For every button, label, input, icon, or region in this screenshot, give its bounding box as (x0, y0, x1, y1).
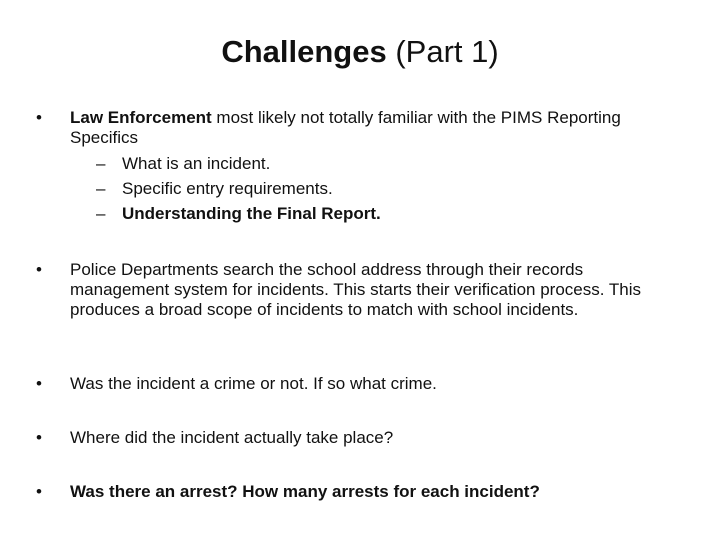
bullet-text: Was there an arrest? How many arrests for each incident? (70, 482, 540, 501)
bullet-dot: • (36, 108, 42, 127)
bullet-dot: • (36, 428, 42, 447)
bullet-text: Was the incident a crime or not. If so what crime. (70, 374, 437, 393)
bullet-item-police-departments (36, 260, 686, 320)
bullet-text: Where did the incident actually take place? (70, 428, 394, 447)
bullet-dot: • (36, 374, 42, 393)
sub-dash: – (96, 179, 106, 198)
bullet-text: Police Departments search the school address through their records management system for incidents. This starts their verification process. This produces a broad scope of incidents to match with school incidents. (70, 260, 641, 319)
title-suffix: (Part 1) (395, 34, 499, 69)
bullet-item-location (36, 428, 686, 448)
subitem-text: Specific entry requirements. (122, 179, 333, 198)
bullet-item-crime (36, 374, 686, 394)
bullet-bold-lead: Law Enforcement (70, 108, 212, 127)
subitem-text: What is an incident. (122, 154, 271, 173)
sub-dash: – (96, 154, 106, 173)
sub-dash: – (96, 204, 106, 223)
bullet-item-law-enforcement (36, 108, 686, 148)
bullet-text (70, 108, 686, 148)
slide-title (0, 34, 720, 70)
bullet-dot: • (36, 260, 42, 279)
subitem-entry-requirements (96, 179, 656, 199)
title-main: Challenges (221, 34, 387, 69)
bullet-item-arrest (36, 482, 686, 502)
bullet-dot: • (36, 482, 42, 501)
subitem-final-report (96, 204, 656, 224)
subitem-text: Understanding the Final Report. (122, 204, 381, 223)
bullet-body: most likely not totally familiar with the PIMS Reporting Specifics (70, 108, 621, 147)
subitem-what-is-incident (96, 154, 656, 174)
